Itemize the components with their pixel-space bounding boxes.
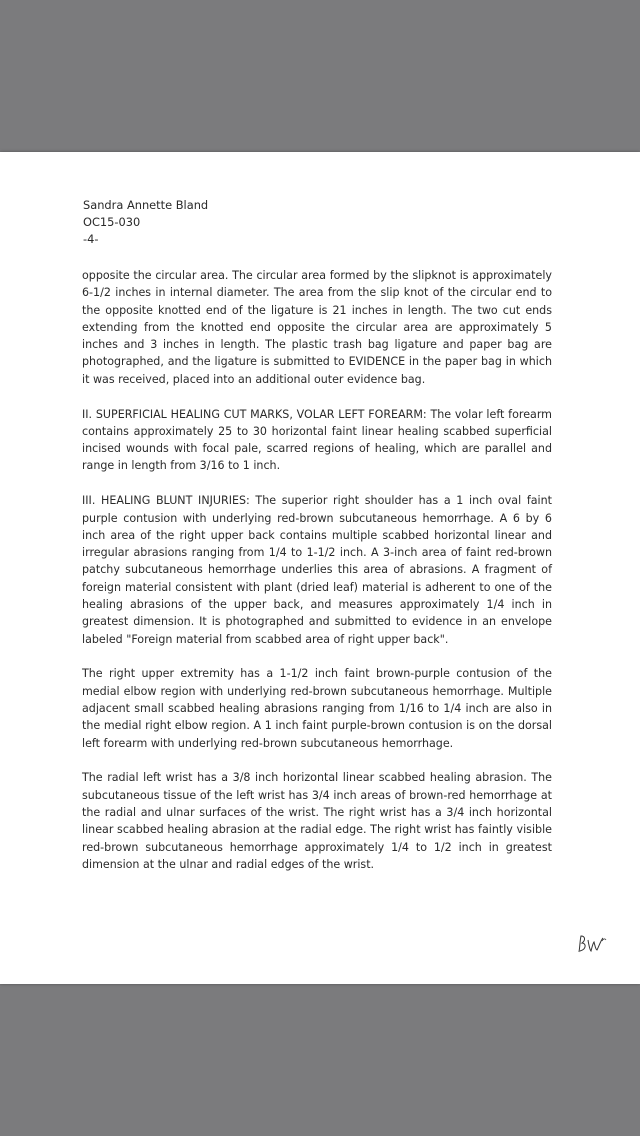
paragraph-blunt-injuries: III. HEALING BLUNT INJURIES: The superior right shoulder has a 1 inch oval faint purple contusion with underlying red-brown subcutaneous hemorrhage. A 6 by 6 inch area of the right upper back contains multiple scabbed horizontal linear and irregular abrasions ranging from 1/4 to 1-1/2 inch. A 3-inch area of faint red-brown patchy subcutaneous hemorrhage underlies this area of abrasions. A fragment of foreign material consistent with plant (dried leaf) material is adherent to one of the healing abrasions of the upper back, and measures approximately 1/4 inch in greatest dimension. It is photographed and submitted to evidence in an envelope labeled "Foreign material from scabbed area of right upper back". [82, 494, 552, 646]
paragraph-right-upper-extremity: The right upper extremity has a 1-1/2 inch faint brown-purple contusion of the medial elbow region with underlying red-brown subcutaneous hemorrhage. Multiple adjacent small scabbed healing abrasions ranging from 1/16 to 1/4 inch are also in the medial right elbow region. A 1 inch faint purple-brown contusion is on the dorsal left forearm with underlying red-brown subcutaneous hemorrhage. [82, 667, 552, 750]
subject-name: Sandra Annette Bland [83, 198, 209, 212]
paragraph-wrists: The radial left wrist has a 3/8 inch horizontal linear scabbed healing abrasion. The subcutaneous tissue of the left wrist has 3/4 inch areas of brown-red hemorrhage at the radial and ulnar surfaces of the wrist. The right wrist has a 3/4 inch horizontal linear scabbed healing abrasion at the radial edge. The right wrist has faintly visible red-brown subcutaneous hemorrhage approximately 1/4 to 1/2 inch in greatest dimension at the ulnar and radial edges of the wrist. [82, 771, 552, 871]
document-header [83, 197, 208, 248]
document-page [0, 152, 640, 984]
page-number: -4- [83, 232, 99, 246]
initials-signature-icon [576, 932, 608, 956]
paragraph-ligature: opposite the circular area. The circular area formed by the slipknot is approximately 6-1/2 inches in internal diameter. The area from the slip knot of the circular end to the opposite knotted end of the ligature is 21 inches in length. The two cut ends extending from the knotted end opposite the circular area are approximately 5 inches and 3 inches in length. The plastic trash bag ligature and paper bag are photographed, and the ligature is submitted to EVIDENCE in the paper bag in which it was received, placed into an additional outer evidence bag. [82, 269, 552, 386]
document-body [82, 267, 552, 891]
handwritten-initials [576, 932, 608, 956]
case-number: OC15-030 [83, 215, 141, 229]
paragraph-cut-marks: II. SUPERFICIAL HEALING CUT MARKS, VOLAR LEFT FOREARM: The volar left forearm contains approximately 25 to 30 horizontal faint linear healing scabbed superficial incised wounds with focal pale, scarred regions of healing, which are parallel and range in length from 3/16 to 1 inch. [82, 407, 552, 473]
